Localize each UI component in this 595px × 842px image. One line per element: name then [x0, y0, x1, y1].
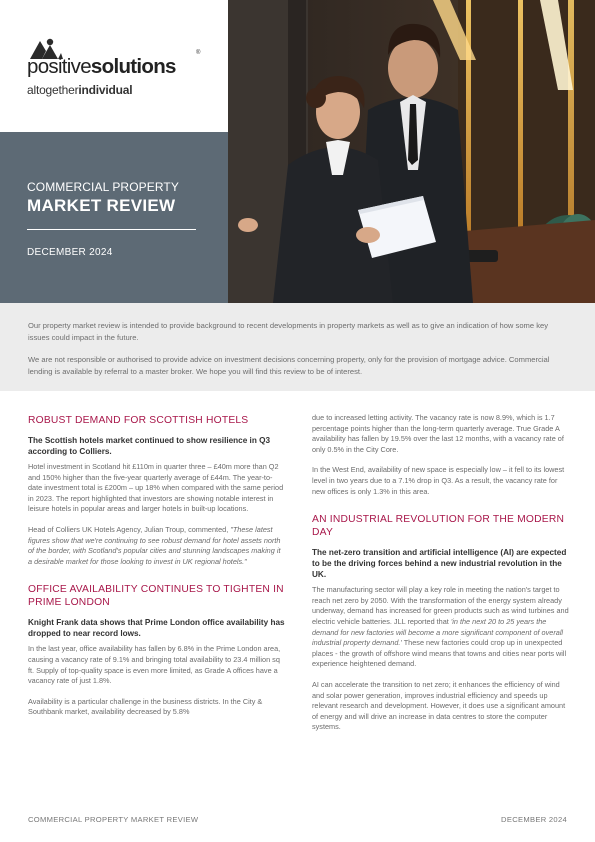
section-lead-hotels: The Scottish hotels market continued to show resilience in Q3 according to Colliers. [28, 436, 271, 456]
section-heading-office: OFFICE AVAILABILITY CONTINUES TO TIGHTEN IN PRIME LONDON [28, 584, 284, 609]
tagline-regular: altogether [27, 83, 79, 97]
hotels-paragraph-2 [28, 525, 286, 567]
brand-name-regular: positive [27, 55, 91, 78]
section-lead-industrial: The net-zero transition and artificial intelligence (AI) are expected to be the driving forces behind a new industrial revolution in the UK. [312, 548, 567, 580]
hotels-quote-intro: Head of Colliers UK Hotels Agency, Julian Troup, commented, [28, 524, 231, 534]
section-heading-industrial: AN INDUSTRIAL REVOLUTION FOR THE MODERN DAY [312, 514, 565, 539]
section-lead-office: Knight Frank data shows that Prime London office availability has dropped to near record lows. [28, 618, 285, 639]
hotel-reception-illustration [228, 0, 595, 303]
title-small: COMMERCIAL PROPERTY [27, 180, 179, 194]
cover-photo [228, 0, 595, 303]
footer-title: COMMERCIAL PROPERTY MARKET REVIEW [28, 815, 199, 824]
brand-tagline [27, 83, 132, 97]
footer-date: DECEMBER 2024 [501, 815, 567, 824]
brand-name-bold: solutions [90, 55, 176, 78]
issue-date: DECEMBER 2024 [27, 247, 113, 258]
section-heading-hotels: ROBUST DEMAND FOR SCOTTISH HOTELS [28, 415, 249, 426]
registered-mark: ® [196, 50, 201, 56]
office-paragraph-1: In the last year, office availability has fallen by 6.8% in the Prime London area, causing a vacancy rate of 9.1% and bringing total availability to 23.4 million sq ft. Supply of top-quality space is even more limited, as Grade A offices have a vacancy rate of just 1.8%. [28, 644, 281, 686]
industrial-text-end: These new factories could crop up in unexpected places - the growth of offshore wind means that towns and cities near ports will experience heightened demand. [312, 638, 567, 669]
office-paragraph-4: In the West End, availability of new space is especially low – it fell to its lowest level in two years due to a 7.1% drop in Q3. As a result, the vacancy rate for new offices is only 1.3% in this area. [312, 465, 565, 496]
title-divider [27, 229, 196, 230]
intro-paragraph-2: We are not responsible or authorised to provide advice on investment decisions concerning property, only for the provision of mortgage advice. Commercial lending is available by referral to a master broker. We hope you will find this review to be of interest. [28, 355, 550, 376]
office-paragraph-2: Availability is a particular challenge in the business districts. In the City & Southbank market, availability decreased by 5.8% [28, 696, 263, 717]
industrial-paragraph-1 [312, 585, 570, 670]
hotels-paragraph-1: Hotel investment in Scotland hit £110m in quarter three – £40m more than Q2 and 150% higher than the five-year quarterly average of £44m. The year-to-date investment total is £200m – up 18% when compared with the same period in 2023. The report highlighted that investors are showing notable interest in leisure hotels in popular areas and larger hotels in built-up locations. [28, 462, 284, 514]
intro-band [0, 303, 595, 391]
logo-panel [0, 0, 228, 132]
left-column [28, 414, 286, 728]
industrial-paragraph-2: AI can accelerate the transition to net zero; it enhances the efficiency of wind and solar power generation, improves industrial efficiency and speeds up relevant research and development. However, it does use a significant amount of energy and will drive an increase in data centres to store the computer systems. [312, 679, 566, 732]
office-paragraph-3: due to increased letting activity. The vacancy rate is now 8.9%, which is 1.7 percentage points higher than the long-term quarterly average. True Grade A availability has fallen by 19.5% over the last 12 months, with a vacancy rate of only 0.5% in the City Core. [312, 413, 564, 454]
industrial-text-start: The manufacturing sector will play a key role in meeting the nation's target to reach net zero by 2050. With the transformation of the energy system already underway, demand has increased for green products such as wind turbines and electric vehicle batteries. JLL reported that [312, 585, 569, 626]
brand-name [27, 55, 176, 79]
title-panel [0, 132, 228, 303]
tagline-bold: individual [78, 83, 133, 97]
right-column [312, 413, 570, 743]
intro-paragraph-1: Our property market review is intended to provide background to recent developments in property markets as well as to give an indication of how some key issues could impact in the future. [28, 321, 549, 342]
hotels-quote: "These latest figures show that we're continuing to see robust demand for hotel assets north of the border, with Scotland's popular cities and stunning landscapes making it a desirable market for those looking to invest in UK regional hotels." [28, 524, 281, 566]
page-title: MARKET REVIEW [27, 196, 176, 215]
industrial-quote: 'in the next 20 to 25 years the demand for new factories will become a more significant component of overall industrial property demand.' [312, 616, 564, 648]
